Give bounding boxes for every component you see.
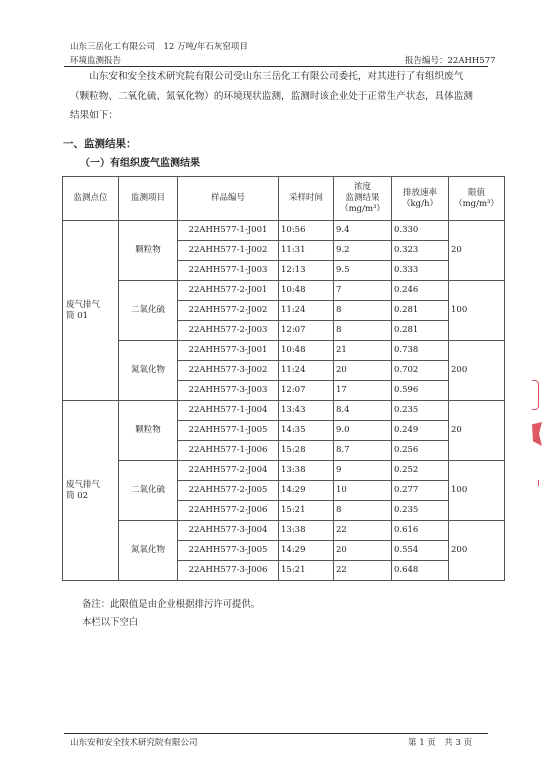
sampling-time: 11:31 (279, 241, 334, 261)
page-number: 第 1 页 共 3 页 (408, 738, 473, 748)
sample-id: 22AHH577-3-J004 (178, 521, 279, 541)
column-header: 排放速率 （kg/h） (392, 177, 449, 221)
emission-rate: 0.235 (392, 501, 449, 521)
limit-value: 200 (449, 521, 505, 581)
sample-id: 22AHH577-2-J002 (178, 301, 279, 321)
emission-rate: 0.596 (392, 381, 449, 401)
sampling-time: 13:38 (279, 521, 334, 541)
sampling-time: 15:28 (279, 441, 334, 461)
table-row (63, 461, 505, 481)
emission-rate: 0.235 (392, 401, 449, 421)
header-project: 山东三岳化工有限公司 12 万吨/年石灰窑项目 (70, 42, 248, 52)
section-title: 一、监测结果： (63, 138, 137, 150)
concentration: 9.5 (334, 261, 392, 281)
blank-below-note: 本栏以下空白 (82, 617, 139, 628)
concentration: 8.4 (334, 401, 392, 421)
sampling-time: 13:38 (279, 461, 334, 481)
sample-id: 22AHH577-3-J002 (178, 361, 279, 381)
sample-id: 22AHH577-1-J003 (178, 261, 279, 281)
monitoring-location: 废气排气 筒 02 (63, 401, 119, 581)
column-header: 监测项目 (119, 177, 178, 221)
intro-paragraph: 山东安和安全技术研究院有限公司受山东三岳化工有限公司委托，对其进行了有组织废气（颗粒物、二氧化硫、氮氧化物）的环境现状监测，监测时该企业处于正常生产状态，具体监测结果如下： (70, 71, 473, 121)
sample-id: 22AHH577-3-J006 (178, 561, 279, 581)
sampling-time: 12:07 (279, 381, 334, 401)
column-header: 样品编号 (178, 177, 279, 221)
sampling-time: 15:21 (279, 501, 334, 521)
concentration: 20 (334, 541, 392, 561)
seam-stamp-image (532, 372, 546, 492)
sampling-time: 10:48 (279, 281, 334, 301)
sample-id: 22AHH577-2-J005 (178, 481, 279, 501)
limit-value: 100 (449, 281, 505, 341)
concentration: 22 (334, 521, 392, 541)
concentration: 17 (334, 381, 392, 401)
footer-rule (64, 733, 488, 734)
emission-rate: 0.281 (392, 301, 449, 321)
table-row (63, 281, 505, 301)
emission-rate: 0.702 (392, 361, 449, 381)
monitoring-location: 废气排气 筒 01 (63, 221, 119, 401)
report-number: 报告编号：22AHH577 (405, 56, 496, 66)
sample-id: 22AHH577-2-J001 (178, 281, 279, 301)
sample-id: 22AHH577-3-J005 (178, 541, 279, 561)
table-header-row (63, 177, 505, 221)
emission-rate: 0.333 (392, 261, 449, 281)
sample-id: 22AHH577-2-J003 (178, 321, 279, 341)
limit-value: 200 (449, 341, 505, 401)
sample-id: 22AHH577-3-J001 (178, 341, 279, 361)
concentration: 8 (334, 501, 392, 521)
emission-rate: 0.277 (392, 481, 449, 501)
table-row (63, 341, 505, 361)
emission-rate: 0.252 (392, 461, 449, 481)
emission-rate: 0.738 (392, 341, 449, 361)
emission-rate: 0.554 (392, 541, 449, 561)
sampling-time: 11:24 (279, 361, 334, 381)
sampling-time: 10:56 (279, 221, 334, 241)
sample-id: 22AHH577-2-J004 (178, 461, 279, 481)
limit-value: 20 (449, 221, 505, 281)
emission-rate: 0.648 (392, 561, 449, 581)
table-row (63, 221, 505, 241)
concentration: 8 (334, 321, 392, 341)
column-header: 监测点位 (63, 177, 119, 221)
sampling-time: 12:07 (279, 321, 334, 341)
monitoring-results-table (62, 176, 505, 581)
sampling-time: 14:35 (279, 421, 334, 441)
sample-id: 22AHH577-1-J001 (178, 221, 279, 241)
limit-value: 100 (449, 461, 505, 521)
monitoring-item: 氮氧化物 (119, 341, 178, 401)
monitoring-item: 颗粒物 (119, 401, 178, 461)
concentration: 10 (334, 481, 392, 501)
sampling-time: 12:13 (279, 261, 334, 281)
concentration: 8.7 (334, 441, 392, 461)
limit-value: 20 (449, 401, 505, 461)
table-row (63, 521, 505, 541)
table-note: 备注：此限值是由企业根据排污许可提供。 (82, 599, 261, 610)
monitoring-item: 颗粒物 (119, 221, 178, 281)
sampling-time: 14:29 (279, 541, 334, 561)
concentration: 20 (334, 361, 392, 381)
sampling-time: 14:29 (279, 481, 334, 501)
emission-rate: 0.616 (392, 521, 449, 541)
concentration: 21 (334, 341, 392, 361)
sampling-time: 11:24 (279, 301, 334, 321)
emission-rate: 0.323 (392, 241, 449, 261)
monitoring-item: 二氧化硫 (119, 281, 178, 341)
concentration: 7 (334, 281, 392, 301)
concentration: 9 (334, 461, 392, 481)
emission-rate: 0.281 (392, 321, 449, 341)
sample-id: 22AHH577-2-J006 (178, 501, 279, 521)
sample-id: 22AHH577-1-J004 (178, 401, 279, 421)
sampling-time: 15:21 (279, 561, 334, 581)
sample-id: 22AHH577-1-J005 (178, 421, 279, 441)
monitoring-item: 二氧化硫 (119, 461, 178, 521)
column-header: 限值 （mg/m³） (449, 177, 505, 221)
concentration: 9.0 (334, 421, 392, 441)
table-row (63, 401, 505, 421)
subsection-title: （一）有组织废气监测结果 (80, 158, 200, 169)
footer-company: 山东安和安全技术研究院有限公司 (70, 738, 198, 748)
concentration: 9.4 (334, 221, 392, 241)
monitoring-item: 氮氧化物 (119, 521, 178, 581)
header-report-type: 环境监测报告 (70, 56, 122, 66)
sample-id: 22AHH577-1-J006 (178, 441, 279, 461)
sampling-time: 10:48 (279, 341, 334, 361)
concentration: 22 (334, 561, 392, 581)
sampling-time: 13:43 (279, 401, 334, 421)
emission-rate: 0.249 (392, 421, 449, 441)
sample-id: 22AHH577-3-J003 (178, 381, 279, 401)
column-header: 浓度 监测结果 （mg/m³） (334, 177, 392, 221)
sample-id: 22AHH577-1-J002 (178, 241, 279, 261)
emission-rate: 0.246 (392, 281, 449, 301)
concentration: 9.2 (334, 241, 392, 261)
column-header: 采样时间 (279, 177, 334, 221)
concentration: 8 (334, 301, 392, 321)
emission-rate: 0.256 (392, 441, 449, 461)
emission-rate: 0.330 (392, 221, 449, 241)
